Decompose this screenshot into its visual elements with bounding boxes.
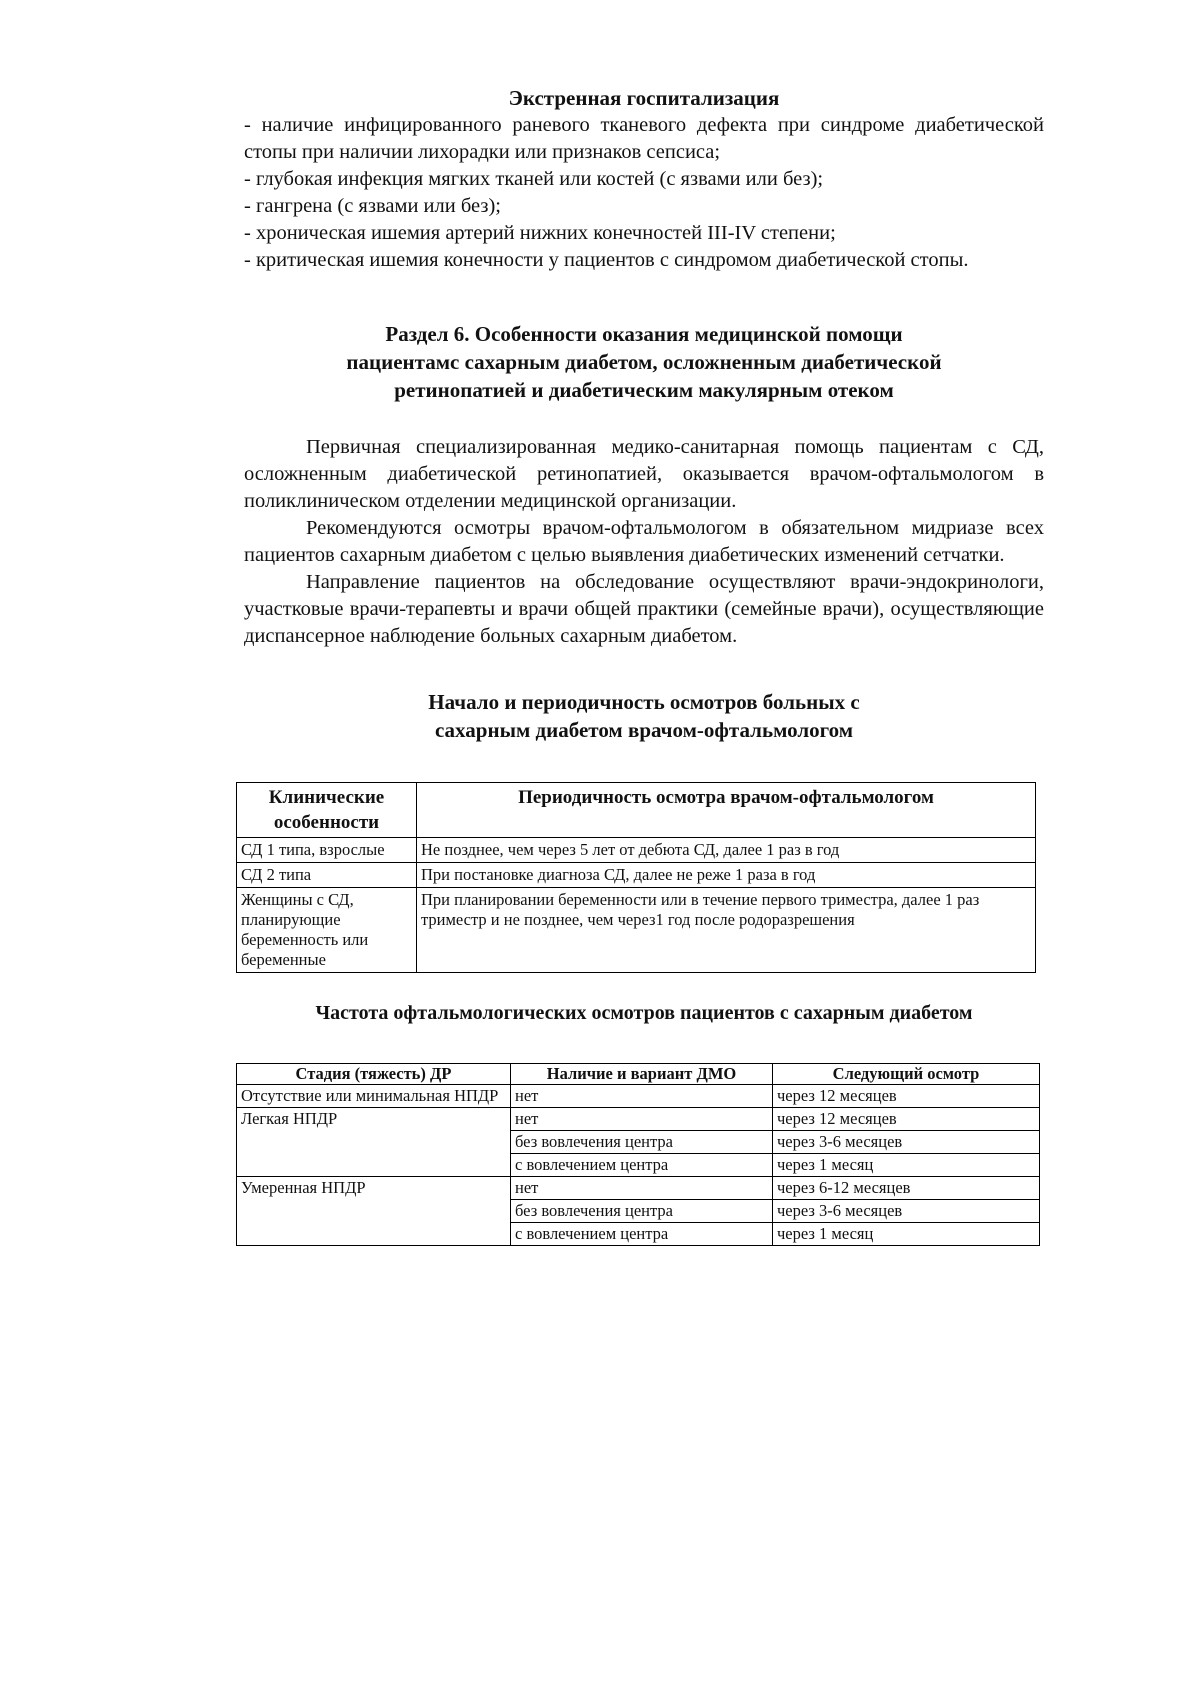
- paragraph: Рекомендуются осмотры врачом-офтальмологом в обязательном мидриазе всех пациентов сахарным диабетом с целью выявления диабетических изменений сетчатки.: [244, 517, 1044, 566]
- table-cell: через 3-6 месяцев: [773, 1131, 1040, 1154]
- table-cell: с вовлечением центра: [511, 1154, 773, 1177]
- table2-title: Частота офтальмологических осмотров пациентов с сахарным диабетом: [315, 1002, 973, 1024]
- table-cell: Отсутствие или минимальная НПДР: [237, 1085, 511, 1108]
- emergency-section: [244, 84, 1044, 274]
- table-cell: нет: [511, 1085, 773, 1108]
- table1-title-line: сахарным диабетом врачом-офтальмологом: [434, 718, 854, 742]
- section-6-body: [244, 434, 1044, 650]
- emergency-title: Экстренная госпитализация: [508, 86, 780, 110]
- table-cell: Легкая НПДР: [237, 1108, 511, 1177]
- table-header-cell: Периодичность осмотра врачом-офтальмологом: [417, 783, 1036, 838]
- list-item: - глубокая инфекция мягких тканей или костей (с язвами или без);: [244, 168, 824, 190]
- table-header-row: [237, 783, 1036, 838]
- table-row: [237, 863, 1036, 888]
- table-header-cell: Наличие и вариант ДМО: [511, 1064, 773, 1085]
- section-6-title: [244, 320, 1044, 404]
- table-cell: без вовлечения центра: [511, 1200, 773, 1223]
- table-cell: через 3-6 месяцев: [773, 1200, 1040, 1223]
- table-cell: Женщины с СД, планирующие беременность или беременные: [237, 888, 417, 973]
- table-cell: через 12 месяцев: [773, 1108, 1040, 1131]
- list-item: - критическая ишемия конечности у пациентов с синдромом диабетической стопы.: [244, 249, 969, 271]
- table-cell: с вовлечением центра: [511, 1223, 773, 1246]
- table-row: [237, 1085, 1040, 1108]
- section-6-title-line: пациентамс сахарным диабетом, осложненным диабетической: [346, 350, 942, 374]
- table-row: [237, 1177, 1040, 1200]
- table-header-row: [237, 1064, 1040, 1085]
- section-6: [244, 320, 1044, 650]
- table1-title-line: Начало и периодичность осмотров больных с: [428, 690, 860, 714]
- paragraph: Направление пациентов на обследование осуществляют врачи-эндокринологи, участковые врачи-терапевты и врачи общей практики (семейные врачи), осуществляющие диспансерное наблюдение больных сахарным диабетом.: [244, 571, 1044, 647]
- table-cell: СД 2 типа: [237, 863, 417, 888]
- table-cell: нет: [511, 1177, 773, 1200]
- exam-periodicity-table: [236, 782, 1036, 973]
- table-row: [237, 838, 1036, 863]
- table-cell: без вовлечения центра: [511, 1131, 773, 1154]
- section-6-title-line: Раздел 6. Особенности оказания медицинской помощи: [385, 322, 903, 346]
- paragraph: Первичная специализированная медико-санитарная помощь пациентам с СД, осложненным диабетической ретинопатией, оказывается врачом-офтальмологом в поликлиническом отделении медицинской организации.: [244, 436, 1044, 512]
- table-cell: Умеренная НПДР: [237, 1177, 511, 1246]
- document-page: [241, 84, 1044, 1246]
- table1-title: [244, 688, 1044, 744]
- section-6-title-line: ретинопатией и диабетическим макулярным отеком: [394, 378, 894, 402]
- exam-frequency-table: [236, 1063, 1040, 1246]
- table-cell: СД 1 типа, взрослые: [237, 838, 417, 863]
- table-cell: При планировании беременности или в течение первого триместра, далее 1 раз триместр и не позднее, чем через1 год после родоразрешения: [417, 888, 1036, 973]
- table-row: [237, 1108, 1040, 1131]
- list-item: - гангрена (с язвами или без);: [244, 195, 501, 217]
- table-cell: нет: [511, 1108, 773, 1131]
- table-cell: через 12 месяцев: [773, 1085, 1040, 1108]
- list-item: - наличие инфицированного раневого тканевого дефекта при синдроме диабетической стопы при наличии лихорадки или признаков сепсиса;: [244, 114, 1044, 163]
- table-cell: через 1 месяц: [773, 1154, 1040, 1177]
- list-item: - хроническая ишемия артерий нижних конечностей III-IV степени;: [244, 222, 836, 244]
- table-cell: через 6-12 месяцев: [773, 1177, 1040, 1200]
- table-cell: При постановке диагноза СД, далее не реже 1 раза в год: [417, 863, 1036, 888]
- table-header-cell: Стадия (тяжесть) ДР: [237, 1064, 511, 1085]
- emergency-list: [244, 112, 1044, 274]
- table-header-cell: Следующий осмотр: [773, 1064, 1040, 1085]
- table-cell: Не позднее, чем через 5 лет от дебюта СД, далее 1 раз в год: [417, 838, 1036, 863]
- table-cell: через 1 месяц: [773, 1223, 1040, 1246]
- table-row: [237, 888, 1036, 973]
- table-header-cell: Клинические особенности: [237, 783, 417, 838]
